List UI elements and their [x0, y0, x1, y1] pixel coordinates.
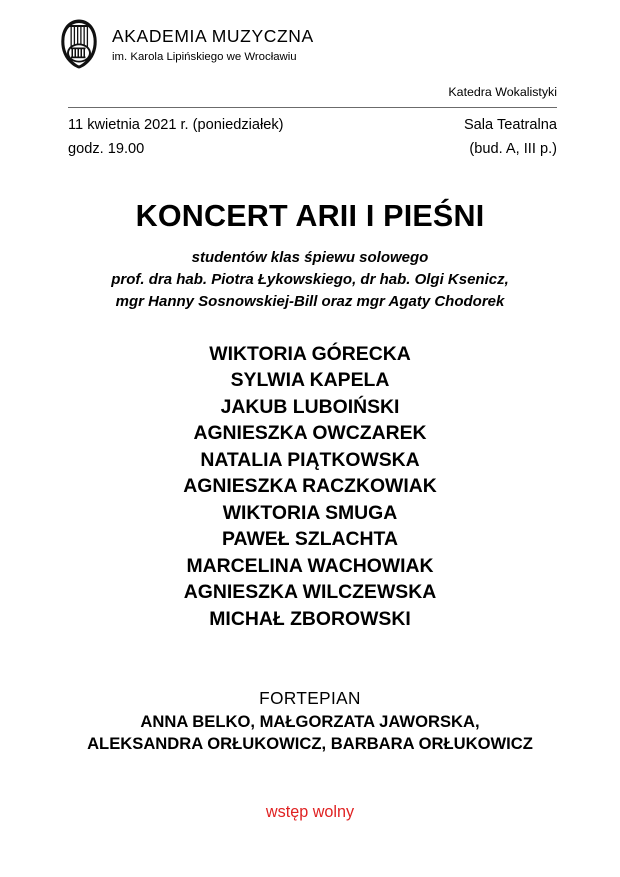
- event-date: 11 kwietnia 2021 r. (poniedziałek): [68, 117, 284, 133]
- free-entry-note: wstęp wolny: [265, 803, 355, 821]
- piano-heading: FORTEPIAN: [259, 688, 361, 708]
- subtitle-block: [0, 247, 620, 313]
- institution-subtitle: im. Karola Lipińskiego we Wrocławiu: [112, 50, 297, 63]
- list-item: PAWEŁ SZLACHTA: [222, 528, 398, 551]
- list-item: JAKUB LUBOIŃSKI: [220, 395, 400, 418]
- list-item: SYLWIA KAPELA: [230, 369, 390, 392]
- list-item: WIKTORIA GÓRECKA: [209, 343, 411, 365]
- department-label: Katedra Wokalistyki: [448, 85, 557, 99]
- institution-name: AKADEMIA MUZYCZNA: [112, 25, 314, 46]
- performer-list: [0, 341, 620, 632]
- lyre-icon: [58, 18, 100, 70]
- page-title: KONCERT ARII I PIEŚNI: [135, 199, 485, 233]
- piano-names: [0, 711, 620, 755]
- event-time: godz. 19.00: [68, 140, 145, 157]
- event-datetime: [68, 114, 284, 161]
- subtitle-line-2: prof. dra hab. Piotra Łykowskiego, dr hab. Olgi Ksenicz,: [111, 270, 509, 288]
- letterhead-text: [112, 24, 314, 65]
- event-meta: [68, 114, 557, 161]
- letterhead: [58, 18, 314, 70]
- venue-name: Sala Teatralna: [463, 117, 557, 133]
- list-item: NATALIA PIĄTKOWSKA: [200, 448, 420, 471]
- subtitle-line-3: mgr Hanny Sosnowskiej-Bill oraz mgr Agaty Chodorek: [115, 292, 505, 310]
- subtitle-line-1: studentów klas śpiewu solowego: [191, 249, 429, 266]
- list-item: MICHAŁ ZBOROWSKI: [209, 607, 411, 630]
- piano-section: [0, 687, 620, 755]
- piano-names-line-1: ANNA BELKO, MAŁGORZATA JAWORSKA,: [140, 712, 480, 732]
- list-item: WIKTORIA SMUGA: [222, 501, 398, 524]
- list-item: AGNIESZKA OWCZAREK: [193, 422, 427, 445]
- event-venue: [464, 114, 557, 161]
- list-item: MARCELINA WACHOWIAK: [186, 554, 434, 577]
- header-divider: [68, 107, 557, 108]
- list-item: AGNIESZKA WILCZEWSKA: [183, 581, 437, 604]
- piano-names-line-2: ALEKSANDRA ORŁUKOWICZ, BARBARA ORŁUKOWICZ: [87, 734, 533, 754]
- list-item: AGNIESZKA RACZKOWIAK: [183, 475, 437, 498]
- venue-detail: (bud. A, III p.): [469, 140, 557, 157]
